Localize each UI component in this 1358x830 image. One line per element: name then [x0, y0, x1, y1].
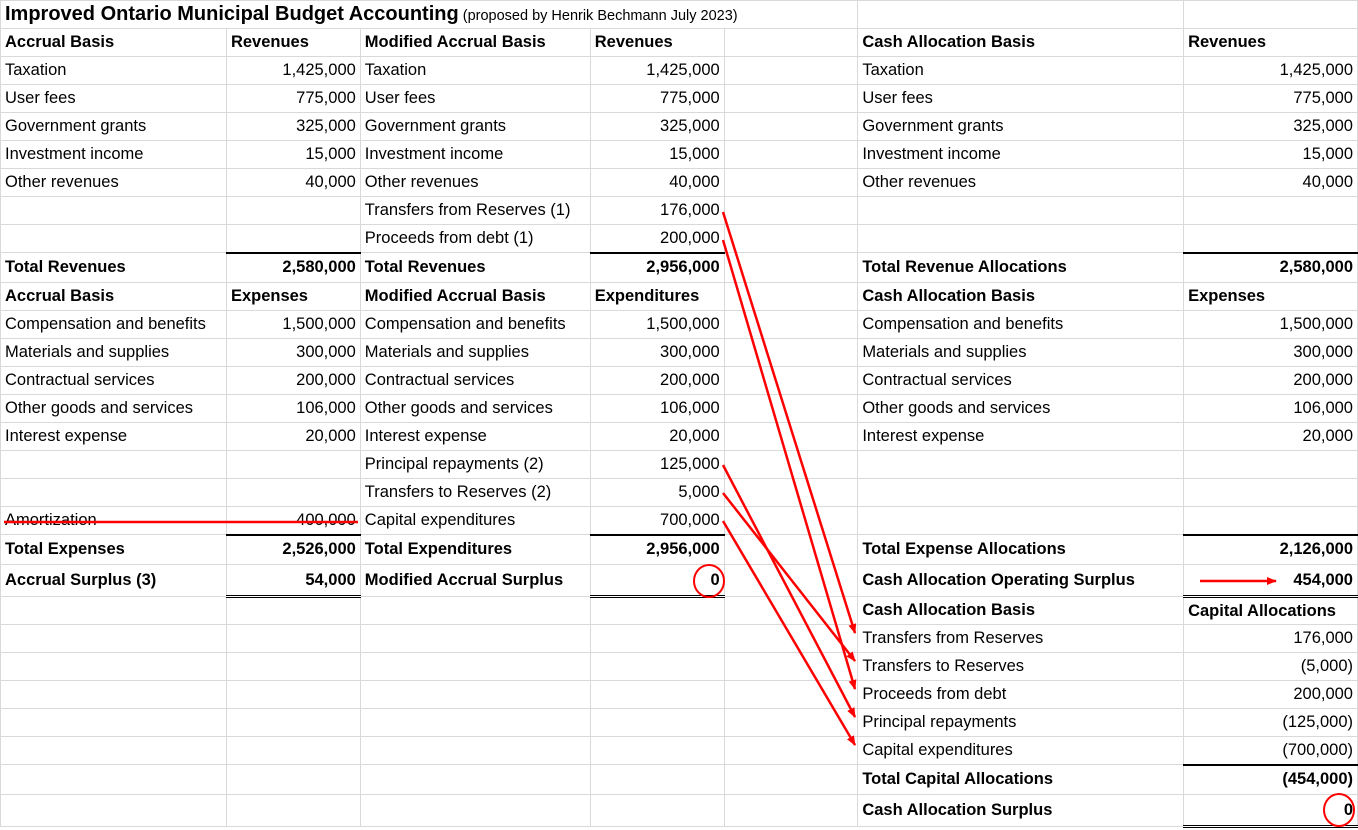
- cell: [724, 57, 858, 85]
- cell: Expenditures: [590, 283, 724, 311]
- sheet-row: [1, 795, 1358, 827]
- cell: [1, 737, 227, 765]
- cell: Other goods and services: [1, 395, 227, 423]
- cell: [590, 765, 724, 795]
- cell: [724, 283, 858, 311]
- cell: 300,000: [1184, 339, 1358, 367]
- cell: Taxation: [360, 57, 590, 85]
- sheet-row: [1, 423, 1358, 451]
- cell: (454,000): [1184, 765, 1358, 795]
- cell: (5,000): [1184, 653, 1358, 681]
- cell: User fees: [360, 85, 590, 113]
- cell: [226, 197, 360, 225]
- cell: Interest expense: [858, 423, 1184, 451]
- cell: Contractual services: [858, 367, 1184, 395]
- cell: [724, 85, 858, 113]
- sheet-row: [1, 57, 1358, 85]
- cell: Cash Allocation Basis: [858, 29, 1184, 57]
- cell: 775,000: [590, 85, 724, 113]
- cell: Capital Allocations: [1184, 597, 1358, 625]
- cell: Materials and supplies: [1, 339, 227, 367]
- cell: [1, 653, 227, 681]
- cell: [226, 737, 360, 765]
- cell: 200,000: [590, 225, 724, 253]
- cell: Total Expenditures: [360, 535, 590, 565]
- cell: 20,000: [590, 423, 724, 451]
- cell: Total Revenues: [360, 253, 590, 283]
- cell: Government grants: [1, 113, 227, 141]
- cell: 200,000: [1184, 367, 1358, 395]
- cell: 200,000: [590, 367, 724, 395]
- cell: [724, 311, 858, 339]
- cell: Revenues: [590, 29, 724, 57]
- title-text: Improved Ontario Municipal Budget Accounting: [5, 3, 459, 25]
- cell: Government grants: [360, 113, 590, 141]
- sheet-row: [1, 311, 1358, 339]
- cell: [590, 681, 724, 709]
- cell: 40,000: [1184, 169, 1358, 197]
- cell: [724, 507, 858, 535]
- cell: Principal repayments (2): [360, 451, 590, 479]
- cell: [724, 169, 858, 197]
- cell: 176,000: [590, 197, 724, 225]
- cell: [724, 197, 858, 225]
- cell: Principal repayments: [858, 709, 1184, 737]
- cell: 1,500,000: [226, 311, 360, 339]
- cell: 2,580,000: [226, 253, 360, 283]
- cell: Accrual Basis: [1, 29, 227, 57]
- sheet-title: [1, 1, 858, 29]
- cell: [724, 451, 858, 479]
- cell: [1184, 479, 1358, 507]
- cell: [724, 141, 858, 169]
- cell: Cash Allocation Basis: [858, 597, 1184, 625]
- cell: 20,000: [226, 423, 360, 451]
- cell: 454,000: [1184, 565, 1358, 597]
- cell: 325,000: [590, 113, 724, 141]
- cell: Transfers from Reserves: [858, 625, 1184, 653]
- cell: Other revenues: [360, 169, 590, 197]
- cell: 0: [1184, 795, 1358, 827]
- cell: [724, 395, 858, 423]
- cell: [724, 765, 858, 795]
- cell: Revenues: [1184, 29, 1358, 57]
- sheet-row: [1, 565, 1358, 597]
- cell: [724, 423, 858, 451]
- cell: [1, 709, 227, 737]
- cell: [590, 795, 724, 827]
- cell: [724, 709, 858, 737]
- sheet-row: [1, 29, 1358, 57]
- sheet-row: [1, 451, 1358, 479]
- subtitle-text: (proposed by Henrik Bechmann July 2023): [458, 8, 738, 24]
- cell: Other revenues: [858, 169, 1184, 197]
- sheet-row: [1, 597, 1358, 625]
- cell: [590, 653, 724, 681]
- sheet-row: [1, 1, 1358, 29]
- sheet-row: [1, 479, 1358, 507]
- cell: [858, 1, 1184, 29]
- sheet-row: [1, 225, 1358, 253]
- cell: Modified Accrual Basis: [360, 283, 590, 311]
- sheet-row: [1, 169, 1358, 197]
- cell: Compensation and benefits: [858, 311, 1184, 339]
- cell: [858, 507, 1184, 535]
- cell: [226, 653, 360, 681]
- cell: 200,000: [1184, 681, 1358, 709]
- cell: Interest expense: [1, 423, 227, 451]
- cell: [1, 765, 227, 795]
- cell: Modified Accrual Surplus: [360, 565, 590, 597]
- cell: [226, 597, 360, 625]
- cell: [724, 479, 858, 507]
- cell: [1, 795, 227, 827]
- cell: Materials and supplies: [858, 339, 1184, 367]
- cell: [226, 479, 360, 507]
- cell: 300,000: [590, 339, 724, 367]
- cell: Other goods and services: [858, 395, 1184, 423]
- cell: 325,000: [226, 113, 360, 141]
- cell: Amortization: [1, 507, 227, 535]
- cell: 1,500,000: [1184, 311, 1358, 339]
- cell: User fees: [858, 85, 1184, 113]
- cell: 40,000: [590, 169, 724, 197]
- sheet-row: [1, 395, 1358, 423]
- cell: [590, 625, 724, 653]
- cell: [360, 795, 590, 827]
- cell: (125,000): [1184, 709, 1358, 737]
- cell: [724, 113, 858, 141]
- cell: Other revenues: [1, 169, 227, 197]
- cell: [1184, 225, 1358, 253]
- cell: 106,000: [1184, 395, 1358, 423]
- cell: 2,526,000: [226, 535, 360, 565]
- cell: Investment income: [858, 141, 1184, 169]
- cell: [724, 253, 858, 283]
- sheet-row: [1, 709, 1358, 737]
- cell: Taxation: [1, 57, 227, 85]
- cell: 5,000: [590, 479, 724, 507]
- cell: [724, 565, 858, 597]
- cell: [226, 225, 360, 253]
- cell: Government grants: [858, 113, 1184, 141]
- cell: [360, 681, 590, 709]
- cell: 176,000: [1184, 625, 1358, 653]
- cell: 325,000: [1184, 113, 1358, 141]
- sheet-row: [1, 253, 1358, 283]
- sheet-row: [1, 681, 1358, 709]
- cell: [360, 765, 590, 795]
- cell: [724, 681, 858, 709]
- cell: Total Expenses: [1, 535, 227, 565]
- cell: Accrual Surplus (3): [1, 565, 227, 597]
- cell: 40,000: [226, 169, 360, 197]
- cell: [1, 225, 227, 253]
- cell: Total Revenues: [1, 253, 227, 283]
- sheet-row: [1, 141, 1358, 169]
- cell: Cash Allocation Operating Surplus: [858, 565, 1184, 597]
- cell: [1184, 1, 1358, 29]
- cell: [360, 737, 590, 765]
- sheet-row: [1, 113, 1358, 141]
- cell: 2,126,000: [1184, 535, 1358, 565]
- cell: Other goods and services: [360, 395, 590, 423]
- cell: Materials and supplies: [360, 339, 590, 367]
- cell: [724, 653, 858, 681]
- cell: [724, 339, 858, 367]
- cell: Proceeds from debt (1): [360, 225, 590, 253]
- cell: [360, 597, 590, 625]
- cell: [226, 681, 360, 709]
- cell: [858, 451, 1184, 479]
- sheet-row: [1, 535, 1358, 565]
- cell: 775,000: [1184, 85, 1358, 113]
- sheet-row: [1, 737, 1358, 765]
- cell: Contractual services: [360, 367, 590, 395]
- cell: Accrual Basis: [1, 283, 227, 311]
- cell: 1,425,000: [590, 57, 724, 85]
- cell: 775,000: [226, 85, 360, 113]
- cell: 200,000: [226, 367, 360, 395]
- sheet-row: [1, 197, 1358, 225]
- cell: [1, 451, 227, 479]
- cell: [1, 197, 227, 225]
- cell: 1,425,000: [226, 57, 360, 85]
- cell: Transfers to Reserves: [858, 653, 1184, 681]
- cell: [724, 737, 858, 765]
- cell: Compensation and benefits: [1, 311, 227, 339]
- cell: [1, 597, 227, 625]
- cell: Modified Accrual Basis: [360, 29, 590, 57]
- cell: 2,580,000: [1184, 253, 1358, 283]
- sheet-row: [1, 283, 1358, 311]
- cell: Transfers to Reserves (2): [360, 479, 590, 507]
- cell: [226, 765, 360, 795]
- cell: [724, 225, 858, 253]
- cell: [724, 535, 858, 565]
- cell: Cash Allocation Surplus: [858, 795, 1184, 827]
- cell: Interest expense: [360, 423, 590, 451]
- sheet-row: [1, 625, 1358, 653]
- cell: [590, 709, 724, 737]
- cell: 2,956,000: [590, 253, 724, 283]
- cell: 15,000: [1184, 141, 1358, 169]
- cell: [724, 795, 858, 827]
- cell: [858, 479, 1184, 507]
- cell: Compensation and benefits: [360, 311, 590, 339]
- cell: [724, 597, 858, 625]
- cell: [1, 479, 227, 507]
- cell: Taxation: [858, 57, 1184, 85]
- cell: 300,000: [226, 339, 360, 367]
- cell: [858, 197, 1184, 225]
- sheet-row: [1, 367, 1358, 395]
- cell: [724, 29, 858, 57]
- cell: [1, 681, 227, 709]
- sheet-row: [1, 765, 1358, 795]
- cell: [1184, 451, 1358, 479]
- cell: [590, 737, 724, 765]
- cell: [1184, 197, 1358, 225]
- cell: 125,000: [590, 451, 724, 479]
- cell: Total Revenue Allocations: [858, 253, 1184, 283]
- cell: Investment income: [1, 141, 227, 169]
- cell: [858, 225, 1184, 253]
- cell: [360, 709, 590, 737]
- cell: [226, 709, 360, 737]
- sheet-row: [1, 653, 1358, 681]
- cell: Expenses: [226, 283, 360, 311]
- cell: 2,956,000: [590, 535, 724, 565]
- cell: 1,425,000: [1184, 57, 1358, 85]
- cell: Cash Allocation Basis: [858, 283, 1184, 311]
- cell: Proceeds from debt: [858, 681, 1184, 709]
- cell: 106,000: [226, 395, 360, 423]
- cell: Expenses: [1184, 283, 1358, 311]
- cell: [226, 625, 360, 653]
- cell: 1,500,000: [590, 311, 724, 339]
- cell: [1, 625, 227, 653]
- cell: Capital expenditures: [858, 737, 1184, 765]
- cell: 20,000: [1184, 423, 1358, 451]
- cell: Investment income: [360, 141, 590, 169]
- cell: 15,000: [590, 141, 724, 169]
- cell: [360, 653, 590, 681]
- cell: Total Capital Allocations: [858, 765, 1184, 795]
- cell: Total Expense Allocations: [858, 535, 1184, 565]
- cell: [226, 795, 360, 827]
- cell: 700,000: [590, 507, 724, 535]
- cell: Transfers from Reserves (1): [360, 197, 590, 225]
- cell: [724, 367, 858, 395]
- cell: [226, 451, 360, 479]
- sheet-row: [1, 507, 1358, 535]
- sheet-row: [1, 339, 1358, 367]
- cell: User fees: [1, 85, 227, 113]
- cell: 400,000: [226, 507, 360, 535]
- cell: [724, 625, 858, 653]
- cell: Revenues: [226, 29, 360, 57]
- cell: 54,000: [226, 565, 360, 597]
- cell: 0: [590, 565, 724, 597]
- cell: (700,000): [1184, 737, 1358, 765]
- cell: [590, 597, 724, 625]
- cell: 15,000: [226, 141, 360, 169]
- cell: Capital expenditures: [360, 507, 590, 535]
- cell: [1184, 507, 1358, 535]
- sheet-row: [1, 85, 1358, 113]
- cell: [360, 625, 590, 653]
- cell: 106,000: [590, 395, 724, 423]
- cell: Contractual services: [1, 367, 227, 395]
